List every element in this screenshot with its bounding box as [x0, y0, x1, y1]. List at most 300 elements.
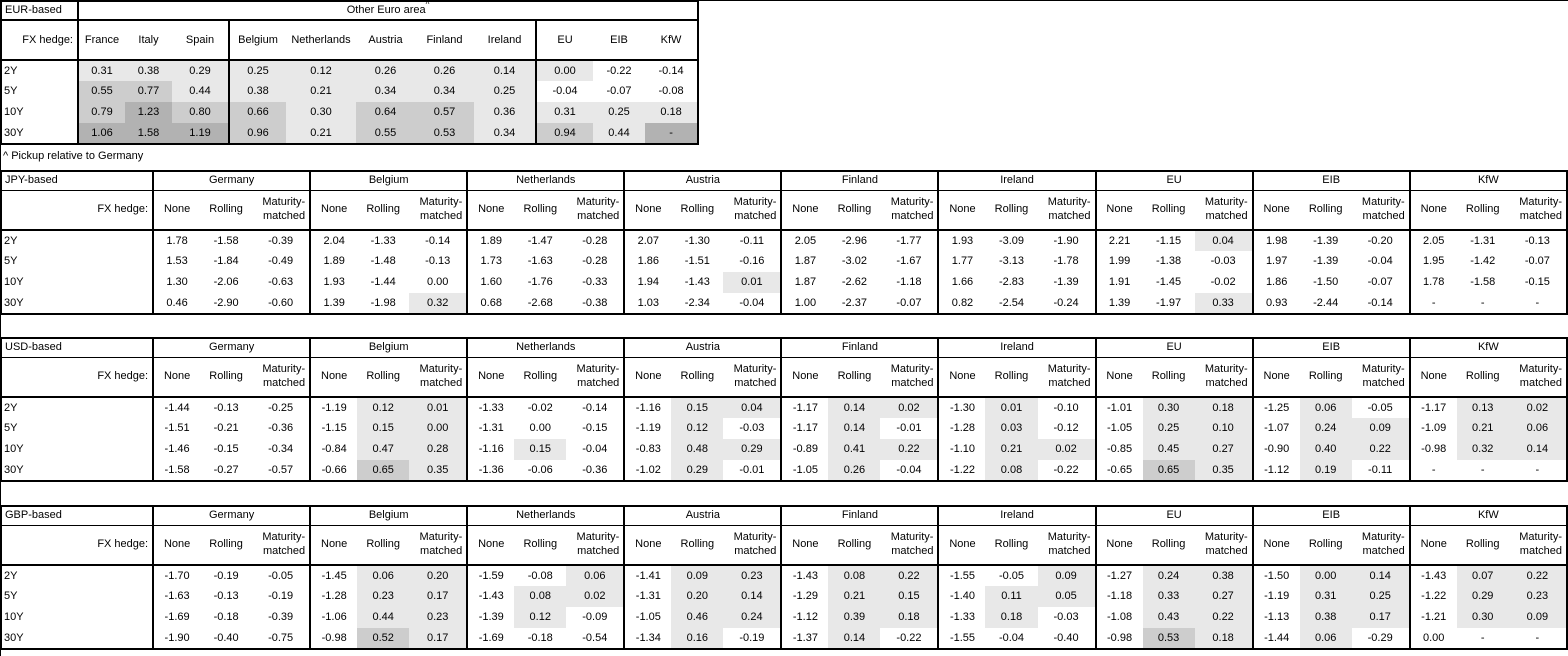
value-cell: 0.27 — [1195, 439, 1253, 460]
value-cell: 1.99 — [1096, 251, 1143, 272]
value-cell: 0.18 — [645, 102, 698, 123]
column-header: None — [624, 190, 671, 230]
value-cell: -1.97 — [1156, 296, 1182, 309]
value-cell: 0.93 — [1253, 293, 1300, 314]
value-cell: 0.14 — [1352, 565, 1410, 586]
value-cell: -0.38 — [582, 296, 608, 309]
value-cell: -1.51 — [684, 255, 710, 268]
value-cell: 0.08 — [828, 565, 880, 586]
row-label: 30Y — [4, 463, 24, 476]
value-cell: 1.93 — [310, 272, 357, 293]
value-cell: -0.25 — [268, 401, 294, 414]
value-cell: -1.98 — [370, 296, 396, 309]
value-cell: 0.02 — [880, 397, 938, 418]
value-cell: 0.18 — [880, 607, 938, 628]
value-cell: -0.89 — [781, 439, 828, 460]
value-cell: -0.36 — [268, 422, 294, 435]
value-cell: 1.66 — [938, 272, 985, 293]
value-cell: -0.18 — [527, 631, 553, 644]
row-label: 2Y — [4, 401, 18, 414]
value-cell: -0.13 — [213, 401, 239, 414]
value-cell: -2.96 — [841, 234, 867, 247]
group-header: Austria — [624, 506, 781, 525]
value-cell: 0.39 — [828, 607, 880, 628]
value-cell: 0.65 — [1143, 460, 1195, 481]
value-cell: 0.25 — [593, 102, 645, 123]
value-cell: 0.21 — [985, 439, 1037, 460]
value-cell: -0.13 — [1524, 234, 1550, 247]
value-cell: -0.06 — [527, 463, 553, 476]
value-cell: -0.01 — [896, 422, 922, 435]
value-cell: -1.02 — [624, 460, 671, 481]
group-header: Ireland — [938, 506, 1095, 525]
value-cell: 0.21 — [286, 81, 356, 102]
value-cell: -0.02 — [527, 401, 553, 414]
value-cell: 1.98 — [1253, 230, 1300, 251]
value-cell: 0.04 — [1195, 230, 1253, 251]
value-cell: -0.98 — [1410, 439, 1457, 460]
value-cell: 0.46 — [671, 607, 723, 628]
value-cell: -1.39 — [1313, 255, 1339, 268]
value-cell: -1.16 — [467, 439, 514, 460]
value-cell: -0.04 — [896, 463, 922, 476]
value-cell: -1.19 — [624, 418, 671, 439]
value-cell: 1.73 — [467, 251, 514, 272]
value-cell: 0.47 — [357, 439, 409, 460]
eur-based-table — [0, 0, 699, 145]
value-cell: -1.39 — [1053, 276, 1079, 289]
value-cell: -0.13 — [213, 590, 239, 603]
value-cell: -1.44 — [370, 276, 396, 289]
value-cell: -0.14 — [425, 234, 451, 247]
column-header: None — [1253, 357, 1300, 397]
value-cell: -0.63 — [268, 276, 294, 289]
value-cell: -1.90 — [153, 628, 200, 649]
value-cell: -0.04 — [1367, 255, 1393, 268]
column-header: Maturity-matched — [880, 525, 938, 565]
value-cell: 1.77 — [938, 251, 985, 272]
column-header: None — [467, 525, 514, 565]
value-cell: -0.22 — [606, 64, 632, 77]
value-cell: 0.68 — [467, 293, 514, 314]
row-label: 30Y — [4, 631, 24, 644]
value-cell: -0.34 — [268, 443, 294, 456]
value-cell: 0.26 — [356, 60, 415, 81]
value-cell: -0.22 — [1053, 463, 1079, 476]
value-cell: -0.02 — [1210, 276, 1236, 289]
value-cell: -2.54 — [998, 296, 1025, 309]
value-cell: 0.24 — [1143, 565, 1195, 586]
value-cell: -0.19 — [213, 569, 239, 582]
value-cell: -0.98 — [1096, 628, 1143, 649]
column-header: None — [1096, 357, 1143, 397]
fx-hedge-label: FX hedge: — [1, 190, 153, 230]
value-cell: -1.19 — [310, 397, 357, 418]
column-header: None — [310, 190, 357, 230]
value-cell: 1.60 — [467, 272, 514, 293]
value-cell: -0.03 — [1210, 255, 1236, 268]
value-cell: -1.37 — [781, 628, 828, 649]
value-cell: 0.41 — [828, 439, 880, 460]
column-header: None — [781, 190, 828, 230]
value-cell: -0.57 — [268, 463, 294, 476]
base-label: JPY-based — [1, 171, 153, 190]
value-cell: -0.83 — [624, 439, 671, 460]
value-cell: 0.06 — [357, 565, 409, 586]
value-cell: 0.24 — [723, 607, 781, 628]
value-cell: -0.40 — [1053, 631, 1079, 644]
column-header: Maturity-matched — [566, 525, 624, 565]
value-cell: -0.05 — [998, 569, 1025, 582]
value-cell: 0.55 — [78, 81, 125, 102]
value-cell: -0.09 — [582, 611, 608, 624]
column-header: Maturity-matched — [409, 525, 467, 565]
value-cell: 0.29 — [671, 460, 723, 481]
value-cell: -0.05 — [268, 569, 294, 582]
value-cell: -1.33 — [467, 397, 514, 418]
value-cell: -2.37 — [841, 296, 867, 309]
row-label: 2Y — [4, 234, 18, 247]
group-header: Ireland — [938, 338, 1095, 357]
value-cell: -0.90 — [1253, 439, 1300, 460]
column-header: Maturity-matched — [566, 357, 624, 397]
value-cell: -1.19 — [1253, 586, 1300, 607]
value-cell: 0.27 — [1195, 586, 1253, 607]
value-cell: 0.23 — [723, 565, 781, 586]
value-cell: -0.33 — [582, 276, 608, 289]
column-header: None — [1410, 357, 1457, 397]
column-header: None — [1253, 190, 1300, 230]
group-header: Ireland — [938, 171, 1095, 190]
group-header: EU — [1096, 338, 1253, 357]
value-cell: 0.08 — [514, 586, 566, 607]
value-cell: -0.03 — [739, 422, 765, 435]
value-cell: 0.38 — [125, 60, 172, 81]
value-cell: 0.01 — [723, 272, 781, 293]
value-cell: 1.86 — [624, 251, 671, 272]
value-cell: -0.29 — [1367, 631, 1393, 644]
value-cell: 0.03 — [985, 418, 1037, 439]
value-cell: -3.13 — [998, 255, 1025, 268]
group-header: EIB — [1253, 506, 1410, 525]
value-cell: -0.65 — [1096, 460, 1143, 481]
row-label: 5Y — [4, 85, 18, 98]
value-cell: -1.30 — [938, 397, 985, 418]
value-cell: -1.43 — [781, 565, 828, 586]
value-cell: -1.45 — [1156, 276, 1182, 289]
value-cell: 0.01 — [985, 397, 1037, 418]
column-header: Rolling — [671, 190, 723, 230]
value-cell: -1.44 — [1253, 628, 1300, 649]
column-header: France — [78, 20, 125, 60]
value-cell: -0.22 — [896, 631, 922, 644]
value-cell: 0.16 — [671, 628, 723, 649]
value-cell: 0.20 — [671, 586, 723, 607]
value-cell: -1.76 — [527, 276, 553, 289]
value-cell: -1.34 — [624, 628, 671, 649]
column-header: Rolling — [1300, 190, 1352, 230]
value-cell: -1.28 — [310, 586, 357, 607]
value-cell: 0.44 — [172, 81, 229, 102]
column-header: None — [624, 357, 671, 397]
value-cell: -0.04 — [998, 631, 1025, 644]
column-header: Maturity-matched — [252, 357, 310, 397]
value-cell: -0.84 — [310, 439, 357, 460]
value-cell: -1.28 — [938, 418, 985, 439]
row-label: 10Y — [4, 276, 24, 289]
value-cell: -0.03 — [1053, 611, 1079, 624]
column-header: None — [310, 357, 357, 397]
value-cell: 0.28 — [409, 439, 467, 460]
value-cell: -2.83 — [998, 276, 1025, 289]
gbp-based-table — [0, 505, 1568, 650]
value-cell: -1.78 — [1053, 255, 1079, 268]
value-cell: 0.15 — [880, 586, 938, 607]
value-cell: 0.53 — [415, 123, 474, 144]
value-cell: 0.00 — [1410, 628, 1457, 649]
value-cell: -0.10 — [1053, 401, 1079, 414]
value-cell: -0.12 — [1053, 422, 1079, 435]
value-cell: -1.43 — [467, 586, 514, 607]
group-header: Belgium — [310, 171, 467, 190]
row-label: 10Y — [4, 611, 24, 624]
value-cell: 0.33 — [1143, 586, 1195, 607]
span-header — [78, 1, 698, 20]
value-cell: 0.29 — [1457, 586, 1509, 607]
value-cell: 0.09 — [671, 565, 723, 586]
value-cell: 0.53 — [1143, 628, 1195, 649]
value-cell: 0.35 — [1195, 460, 1253, 481]
group-header: Germany — [153, 171, 310, 190]
column-header: Maturity-matched — [1352, 525, 1410, 565]
value-cell: -0.13 — [425, 255, 451, 268]
value-cell: - — [1480, 463, 1485, 476]
column-header: Rolling — [1143, 357, 1195, 397]
value-cell: -1.07 — [1253, 418, 1300, 439]
value-cell: 0.21 — [828, 586, 880, 607]
value-cell: 0.22 — [1509, 565, 1567, 586]
value-cell: 0.10 — [1195, 418, 1253, 439]
group-header: EIB — [1253, 171, 1410, 190]
column-header: None — [938, 357, 985, 397]
column-header: KfW — [645, 20, 698, 60]
value-cell: -1.18 — [1096, 586, 1143, 607]
span-header-text: Other Euro area — [346, 4, 426, 17]
value-cell: 0.05 — [1038, 586, 1096, 607]
value-cell: -1.22 — [1410, 586, 1457, 607]
value-cell: -1.16 — [624, 397, 671, 418]
value-cell: 0.77 — [125, 81, 172, 102]
value-cell: 0.25 — [229, 60, 286, 81]
value-cell: -1.77 — [896, 234, 922, 247]
value-cell: 0.34 — [356, 81, 415, 102]
value-cell: - — [1480, 631, 1485, 644]
value-cell: 0.06 — [1300, 628, 1352, 649]
value-cell: -1.39 — [467, 607, 514, 628]
value-cell: 0.12 — [357, 397, 409, 418]
value-cell: -2.34 — [684, 296, 710, 309]
value-cell: -0.40 — [213, 631, 239, 644]
value-cell: 0.80 — [172, 102, 229, 123]
value-cell: 0.46 — [153, 293, 200, 314]
value-cell: -0.05 — [1367, 401, 1393, 414]
value-cell: - — [1480, 296, 1485, 309]
value-cell: 0.12 — [514, 607, 566, 628]
value-cell: -3.02 — [841, 255, 867, 268]
value-cell: -0.14 — [658, 64, 684, 77]
value-cell: -1.40 — [938, 586, 985, 607]
value-cell: 1.39 — [1096, 293, 1143, 314]
value-cell: 0.25 — [1352, 586, 1410, 607]
value-cell: 1.00 — [781, 293, 828, 314]
value-cell: -1.69 — [467, 628, 514, 649]
value-cell: 0.45 — [1143, 439, 1195, 460]
value-cell: 0.14 — [828, 628, 880, 649]
row-label: 5Y — [4, 422, 18, 435]
value-cell: - — [1535, 296, 1540, 309]
value-cell: 0.24 — [1300, 418, 1352, 439]
value-cell: -1.05 — [624, 607, 671, 628]
column-header: None — [467, 190, 514, 230]
row-label: 5Y — [4, 255, 18, 268]
column-header: Rolling — [671, 357, 723, 397]
column-header: None — [781, 525, 828, 565]
column-header: Rolling — [985, 357, 1037, 397]
footnote: ^ Pickup relative to Germany — [3, 150, 144, 162]
column-header: Maturity-matched — [880, 357, 938, 397]
value-cell: -0.66 — [310, 460, 357, 481]
column-header: None — [781, 357, 828, 397]
column-header: Rolling — [1300, 357, 1352, 397]
column-header: None — [153, 190, 200, 230]
value-cell: 1.91 — [1096, 272, 1143, 293]
value-cell: 0.65 — [357, 460, 409, 481]
value-cell: 0.23 — [357, 586, 409, 607]
column-header: Rolling — [828, 357, 880, 397]
value-cell: -0.85 — [1096, 439, 1143, 460]
value-cell: 0.38 — [1195, 565, 1253, 586]
value-cell: -1.55 — [938, 565, 985, 586]
value-cell: -1.33 — [370, 234, 396, 247]
column-header: Netherlands — [286, 20, 356, 60]
value-cell: -0.20 — [1367, 234, 1393, 247]
value-cell: 0.14 — [723, 586, 781, 607]
column-header: Rolling — [985, 525, 1037, 565]
value-cell: -0.14 — [582, 401, 608, 414]
column-header: Maturity-matched — [409, 357, 467, 397]
group-header: Finland — [781, 506, 938, 525]
value-cell: 1.94 — [624, 272, 671, 293]
value-cell: 0.30 — [1457, 607, 1509, 628]
value-cell: 2.05 — [1410, 230, 1457, 251]
value-cell: -0.28 — [582, 234, 608, 247]
value-cell: -1.17 — [781, 397, 828, 418]
value-cell: - — [1535, 631, 1540, 644]
value-cell: 0.17 — [409, 628, 467, 649]
value-cell: 0.20 — [409, 565, 467, 586]
column-header: Rolling — [1143, 525, 1195, 565]
value-cell: 0.31 — [78, 60, 125, 81]
value-cell: 0.17 — [1352, 607, 1410, 628]
value-cell: 0.31 — [536, 102, 593, 123]
column-header: EU — [536, 20, 593, 60]
value-cell: -1.08 — [1096, 607, 1143, 628]
value-cell: -1.58 — [1470, 276, 1496, 289]
column-header: Rolling — [514, 190, 566, 230]
value-cell: 1.89 — [310, 251, 357, 272]
value-cell: 0.08 — [985, 460, 1037, 481]
group-header: Finland — [781, 338, 938, 357]
group-header: Finland — [781, 171, 938, 190]
value-cell: 1.06 — [78, 123, 125, 144]
value-cell: -1.44 — [153, 397, 200, 418]
value-cell: -1.31 — [1470, 234, 1496, 247]
value-cell: 0.09 — [1509, 607, 1567, 628]
value-cell: -0.36 — [582, 463, 608, 476]
value-cell: 0.02 — [1509, 397, 1567, 418]
value-cell: 0.19 — [1300, 460, 1352, 481]
column-header: Maturity-matched — [1038, 190, 1096, 230]
value-cell: 0.14 — [828, 418, 880, 439]
value-cell: 0.11 — [985, 586, 1037, 607]
value-cell: -0.54 — [582, 631, 608, 644]
column-header: Rolling — [200, 190, 252, 230]
value-cell: 0.22 — [880, 565, 938, 586]
value-cell: 0.14 — [828, 397, 880, 418]
value-cell: 0.12 — [286, 60, 356, 81]
value-cell: - — [1410, 293, 1457, 314]
value-cell: -0.04 — [739, 296, 765, 309]
column-header: None — [938, 190, 985, 230]
value-cell: -0.75 — [268, 631, 294, 644]
column-header: Ireland — [474, 20, 536, 60]
row-label: 2Y — [4, 569, 18, 582]
column-header: None — [938, 525, 985, 565]
value-cell: -1.45 — [310, 565, 357, 586]
value-cell: -0.39 — [268, 611, 294, 624]
value-cell: -1.50 — [1253, 565, 1300, 586]
value-cell: -0.60 — [268, 296, 294, 309]
value-cell: 1.23 — [125, 102, 172, 123]
value-cell: -1.33 — [938, 607, 985, 628]
value-cell: 0.26 — [828, 460, 880, 481]
value-cell: -0.14 — [1367, 296, 1393, 309]
value-cell: 0.26 — [415, 60, 474, 81]
value-cell: 0.31 — [1300, 586, 1352, 607]
column-header: Maturity-matched — [1509, 190, 1567, 230]
value-cell: -0.11 — [739, 234, 764, 247]
column-header: None — [1096, 525, 1143, 565]
column-header: Rolling — [1457, 525, 1509, 565]
value-cell: 1.97 — [1253, 251, 1300, 272]
value-cell: 0.02 — [566, 586, 624, 607]
value-cell: 0.29 — [172, 60, 229, 81]
column-header: Maturity-matched — [1352, 357, 1410, 397]
column-header: Maturity-matched — [1509, 357, 1567, 397]
value-cell: -1.22 — [938, 460, 985, 481]
value-cell: -0.07 — [606, 85, 632, 98]
column-header: None — [310, 525, 357, 565]
value-cell: -2.62 — [841, 276, 867, 289]
group-header: KfW — [1410, 171, 1567, 190]
column-header: None — [153, 357, 200, 397]
group-header: KfW — [1410, 338, 1567, 357]
value-cell: -1.05 — [781, 460, 828, 481]
row-label: 5Y — [4, 590, 18, 603]
value-cell: 0.14 — [474, 60, 536, 81]
value-cell: -1.10 — [938, 439, 985, 460]
column-header: Rolling — [1143, 190, 1195, 230]
